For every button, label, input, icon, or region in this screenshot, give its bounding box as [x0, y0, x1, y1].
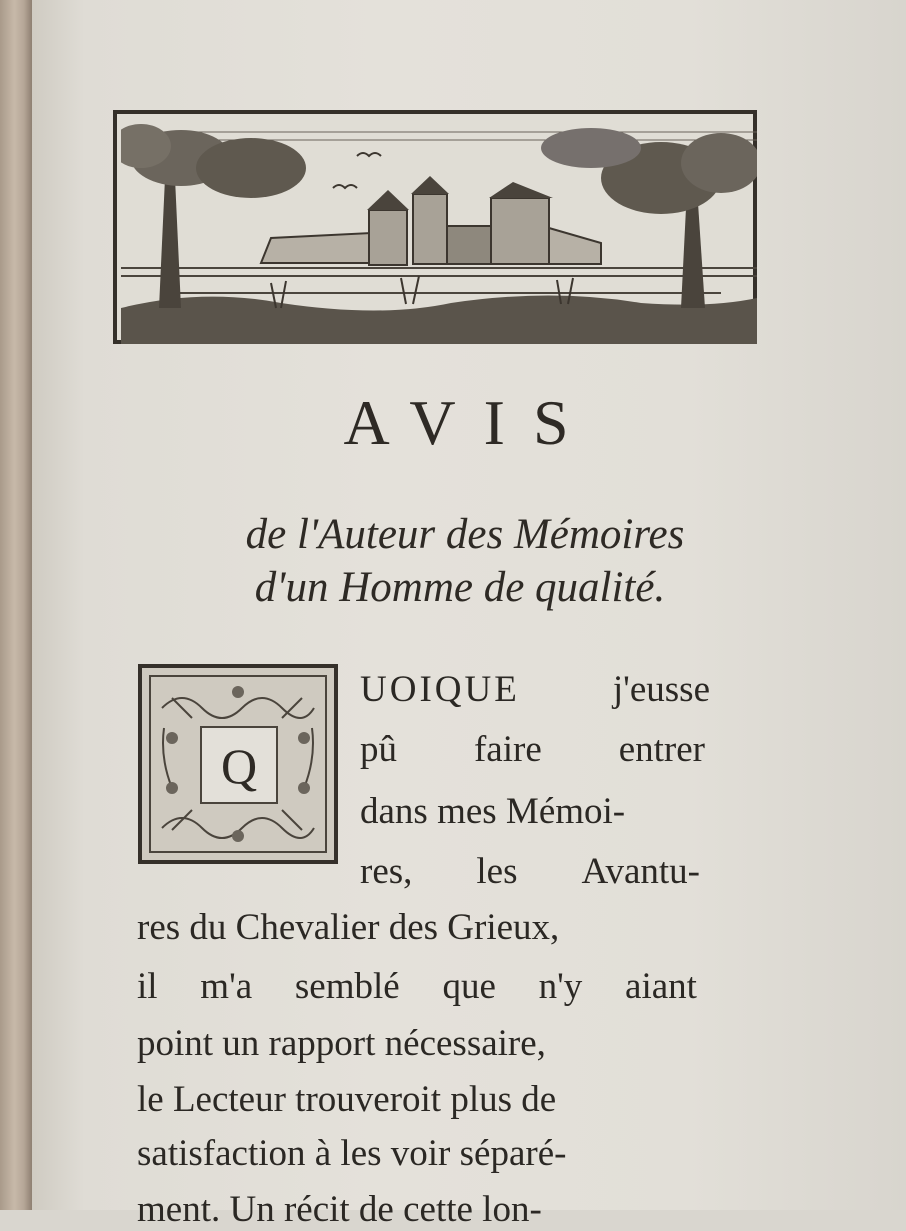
- word: les: [476, 851, 518, 892]
- word: n'y: [538, 966, 583, 1007]
- drop-cap-letter: Q: [200, 726, 278, 804]
- word: que: [442, 966, 496, 1007]
- text-line-6: [137, 965, 697, 1008]
- text-line-10: ment. Un récit de cette lon-: [137, 1189, 542, 1230]
- subtitle-line-1: de l'Auteur des Mémoires: [245, 511, 685, 558]
- ornamental-drop-cap: [138, 664, 338, 864]
- word: m'a: [200, 966, 253, 1007]
- text-line-8: le Lecteur trouveroit plus de: [137, 1079, 557, 1120]
- text-line-5: res du Chevalier des Grieux,: [137, 907, 560, 948]
- subtitle-line-2: d'un Homme de qualité.: [254, 564, 666, 611]
- word: semblé: [294, 966, 400, 1007]
- text-line-3: dans mes Mémoi-: [360, 791, 626, 832]
- text-line-4: [360, 850, 700, 893]
- word: Avantu-: [581, 851, 700, 892]
- text-line-1: [360, 668, 710, 711]
- text-line-7: point un rapport nécessaire,: [137, 1023, 546, 1064]
- text-line-2: [360, 728, 705, 771]
- word: aiant: [625, 966, 697, 1007]
- word: il: [137, 966, 158, 1007]
- engraved-vignette-landscape: [113, 110, 757, 344]
- text-fragment: j'eusse: [612, 669, 710, 710]
- text-line-9: satisfaction à les voir séparé-: [137, 1133, 567, 1174]
- word: pû: [360, 729, 397, 770]
- opening-word-smallcaps: UOIQUE: [360, 669, 520, 710]
- word: entrer: [618, 729, 705, 770]
- word: faire: [473, 729, 542, 770]
- page-title: AVIS: [343, 387, 597, 458]
- word: res,: [360, 851, 413, 892]
